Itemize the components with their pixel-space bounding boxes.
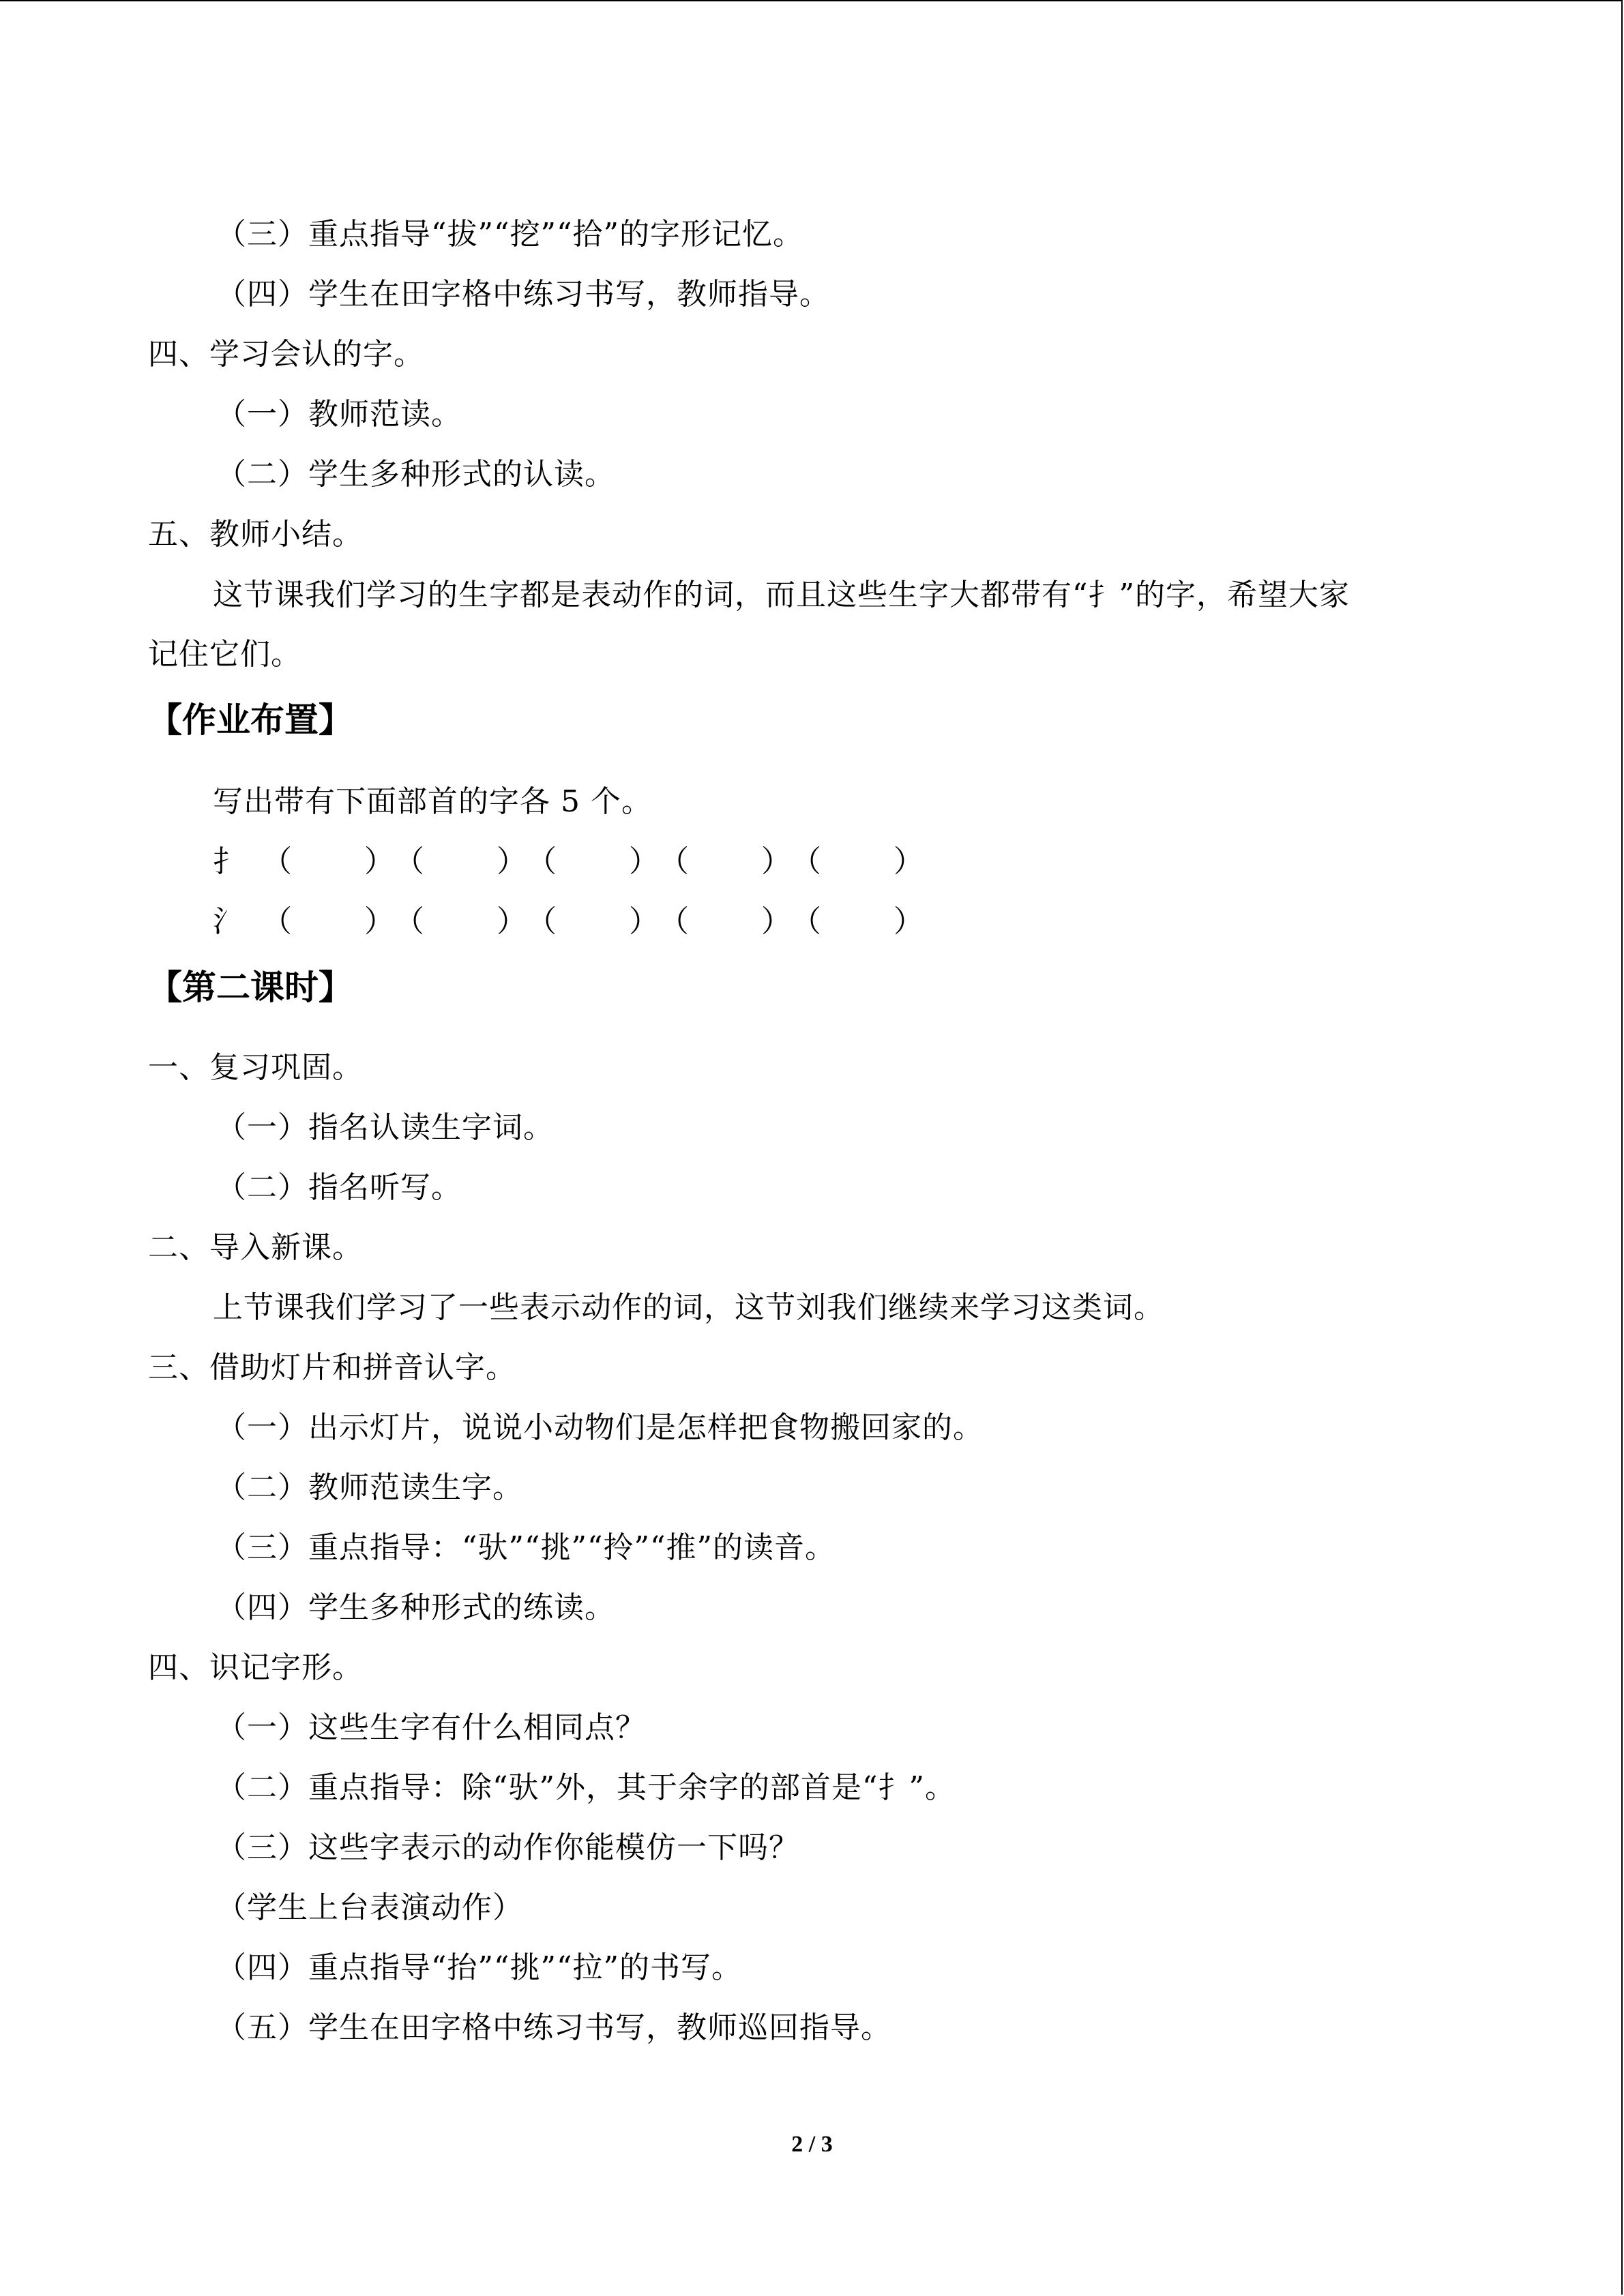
answer-blank[interactable]: （ ） bbox=[791, 904, 924, 939]
text-line: （四）学生多种形式的练读。 bbox=[216, 1590, 615, 1625]
text-line: （三）这些字表示的动作你能模仿一下吗？ bbox=[216, 1830, 799, 1865]
answer-blank[interactable]: （ ） bbox=[262, 904, 394, 939]
answer-blank[interactable]: （ ） bbox=[791, 844, 924, 879]
homework-row bbox=[213, 843, 924, 881]
text-line: （二）重点指导：除“驮”外，其于余字的部首是“扌”。 bbox=[216, 1770, 956, 1805]
homework-heading: 【作业布置】 bbox=[148, 700, 353, 740]
paragraph-line: 上节课我们学习了一些表示动作的词，这节刘我们继续来学习这类词。 bbox=[213, 1290, 1164, 1325]
text-line: （三）重点指导“拔”“挖”“拾”的字形记忆。 bbox=[216, 217, 803, 252]
answer-blank[interactable]: （ ） bbox=[527, 844, 659, 879]
section-heading-line: 四、学习会认的字。 bbox=[148, 337, 424, 372]
text-line: （一）这些生字有什么相同点？ bbox=[216, 1710, 646, 1745]
text-line: （一）教师范读。 bbox=[216, 397, 462, 432]
section-heading-line: 三、借助灯片和拼音认字。 bbox=[148, 1350, 516, 1385]
page-number: 2 / 3 bbox=[791, 2132, 833, 2157]
answer-blank[interactable]: （ ） bbox=[262, 844, 394, 879]
answer-blank[interactable]: （ ） bbox=[659, 904, 791, 939]
radical-label: 扌 bbox=[213, 844, 243, 879]
paragraph-line: 记住它们。 bbox=[148, 637, 301, 672]
section-heading-line: 五、教师小结。 bbox=[148, 517, 363, 552]
homework-row bbox=[213, 903, 924, 941]
answer-blank[interactable]: （ ） bbox=[527, 904, 659, 939]
answer-blank[interactable]: （ ） bbox=[659, 844, 791, 879]
paragraph-line: 这节课我们学习的生字都是表动作的词，而且这些生字大都带有“扌”的字，希望大家 bbox=[213, 578, 1350, 612]
section-heading-line: 一、复习巩固。 bbox=[148, 1050, 363, 1085]
text-line: （四）重点指导“抬”“挑”“拉”的书写。 bbox=[216, 1950, 742, 1985]
text-line: （二）指名听写。 bbox=[216, 1170, 462, 1205]
text-line: （二）教师范读生字。 bbox=[216, 1470, 523, 1505]
homework-instruction: 写出带有下面部首的字各 5 个。 bbox=[213, 784, 652, 819]
text-line: （五）学生在田字格中练习书写，教师巡回指导。 bbox=[216, 2010, 891, 2045]
text-line: （三）重点指导：“驮”“挑”“拎”“推”的读音。 bbox=[216, 1530, 836, 1565]
text-line: （一）指名认读生字词。 bbox=[216, 1110, 554, 1145]
text-line: （学生上台表演动作） bbox=[216, 1890, 523, 1925]
text-line: （二）学生多种形式的认读。 bbox=[216, 457, 615, 492]
second-lesson-heading: 【第二课时】 bbox=[148, 968, 353, 1007]
answer-blank[interactable]: （ ） bbox=[394, 844, 527, 879]
text-line: （一）出示灯片，说说小动物们是怎样把食物搬回家的。 bbox=[216, 1410, 984, 1445]
text-line: （四）学生在田字格中练习书写，教师指导。 bbox=[216, 277, 830, 312]
radical-label: 氵 bbox=[213, 904, 243, 939]
answer-blank[interactable]: （ ） bbox=[394, 904, 527, 939]
section-heading-line: 四、识记字形。 bbox=[148, 1650, 363, 1685]
section-heading-line: 二、导入新课。 bbox=[148, 1230, 363, 1265]
